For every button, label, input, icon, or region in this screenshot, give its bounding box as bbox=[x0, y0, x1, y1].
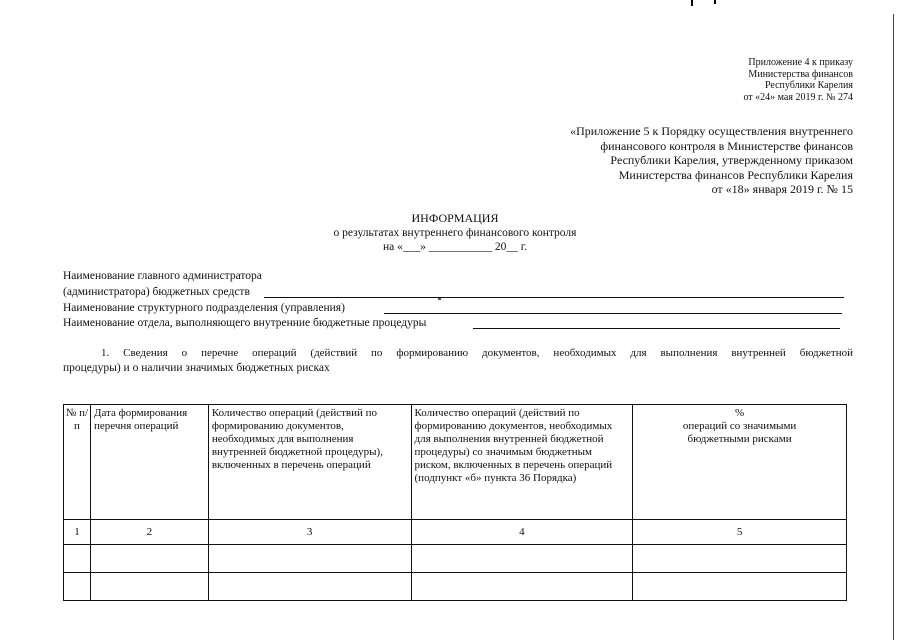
field-admin-underline bbox=[264, 297, 844, 298]
appendix-procedure-line: от «18» января 2019 г. № 15 bbox=[711, 182, 853, 197]
appendix-procedure-block bbox=[433, 124, 853, 197]
field-admin-line1: Наименование главного администратора bbox=[63, 270, 262, 282]
appendix-order-line: Республики Карелия bbox=[764, 80, 853, 92]
table-header-cell bbox=[633, 405, 847, 520]
table-cell[interactable] bbox=[411, 573, 633, 601]
document-subtitle: о результатах внутреннего финансового контроля bbox=[333, 226, 577, 239]
table-cell[interactable] bbox=[90, 573, 208, 601]
field-department: Наименование отдела, выполняющего внутренние бюджетные процедуры bbox=[63, 317, 427, 329]
table-cell: 3 bbox=[208, 520, 411, 545]
scan-border-line bbox=[893, 14, 894, 640]
appendix-order-block bbox=[553, 57, 853, 103]
table-cell[interactable] bbox=[633, 545, 847, 573]
table-cell[interactable] bbox=[90, 545, 208, 573]
appendix-procedure-line: «Приложение 5 к Порядку осуществления внутреннего bbox=[570, 124, 853, 138]
table-header-cell: Количество операций (действий по формированию документов, необходимых для выполнения внутренней бюджетной процедуры), включенных в перечень операций bbox=[208, 405, 411, 520]
table-row bbox=[64, 545, 847, 573]
table-cell: 4 bbox=[411, 520, 633, 545]
appendix-order-line: Приложение 4 к приказу bbox=[748, 57, 853, 68]
table-cell: 1 bbox=[64, 520, 91, 545]
table-cell: 2 bbox=[90, 520, 208, 545]
section-1-line: 1. Сведения о перечне операций (действий по формированию документов, необходимых для выполнения внутренней бюджетной bbox=[101, 347, 853, 359]
table-row bbox=[64, 573, 847, 601]
field-division-underline bbox=[384, 313, 842, 314]
field-division: Наименование структурного подразделения (управления) bbox=[63, 302, 345, 314]
table-header-cell: № п/п bbox=[64, 405, 91, 520]
table-header-cell: Количество операций (действий по формированию документов, необходимых для выполнения внутренней бюджетной процедуры) со значимым бюджетным риском, включенных в перечень операций (подпункт «б» пункта 36 Порядка) bbox=[411, 405, 633, 520]
table-cell[interactable] bbox=[411, 545, 633, 573]
table-cell: 5 bbox=[633, 520, 847, 545]
document-date-line: на «___» ___________ 20__ г. bbox=[382, 241, 528, 254]
table-header-row bbox=[64, 405, 847, 520]
percent-sign: % bbox=[734, 407, 745, 419]
percent-description: операций со значимыми бюджетными рисками bbox=[682, 420, 797, 445]
table-cell[interactable] bbox=[633, 573, 847, 601]
table-cell[interactable] bbox=[64, 545, 91, 573]
table-cell[interactable] bbox=[208, 545, 411, 573]
appendix-order-line: от «24» мая 2019 г. № 274 bbox=[743, 91, 853, 103]
document-title-block bbox=[255, 211, 655, 255]
section-1-line: процедуры) и о наличии значимых бюджетных рисках bbox=[63, 362, 330, 374]
field-department-underline bbox=[473, 328, 840, 329]
scan-mark bbox=[714, 0, 716, 4]
appendix-procedure-line: Республики Карелия, утвержденному приказом bbox=[610, 153, 853, 168]
document-heading: ИНФОРМАЦИЯ bbox=[411, 211, 499, 225]
table-row bbox=[64, 520, 847, 545]
scan-dot bbox=[438, 298, 441, 300]
appendix-procedure-line: финансового контроля в Министерстве финансов bbox=[600, 138, 853, 153]
section-1-text bbox=[63, 346, 853, 376]
table-cell[interactable] bbox=[208, 573, 411, 601]
table-header-cell: Дата формирования перечня операций bbox=[90, 405, 208, 520]
scan-mark bbox=[691, 0, 693, 6]
appendix-order-line: Министерства финансов bbox=[748, 68, 853, 80]
field-admin-line2: (администратора) бюджетных средств bbox=[63, 286, 250, 298]
operations-table bbox=[63, 404, 847, 601]
appendix-procedure-line: Министерства финансов Республики Карелия bbox=[618, 167, 853, 182]
table-cell[interactable] bbox=[64, 573, 91, 601]
